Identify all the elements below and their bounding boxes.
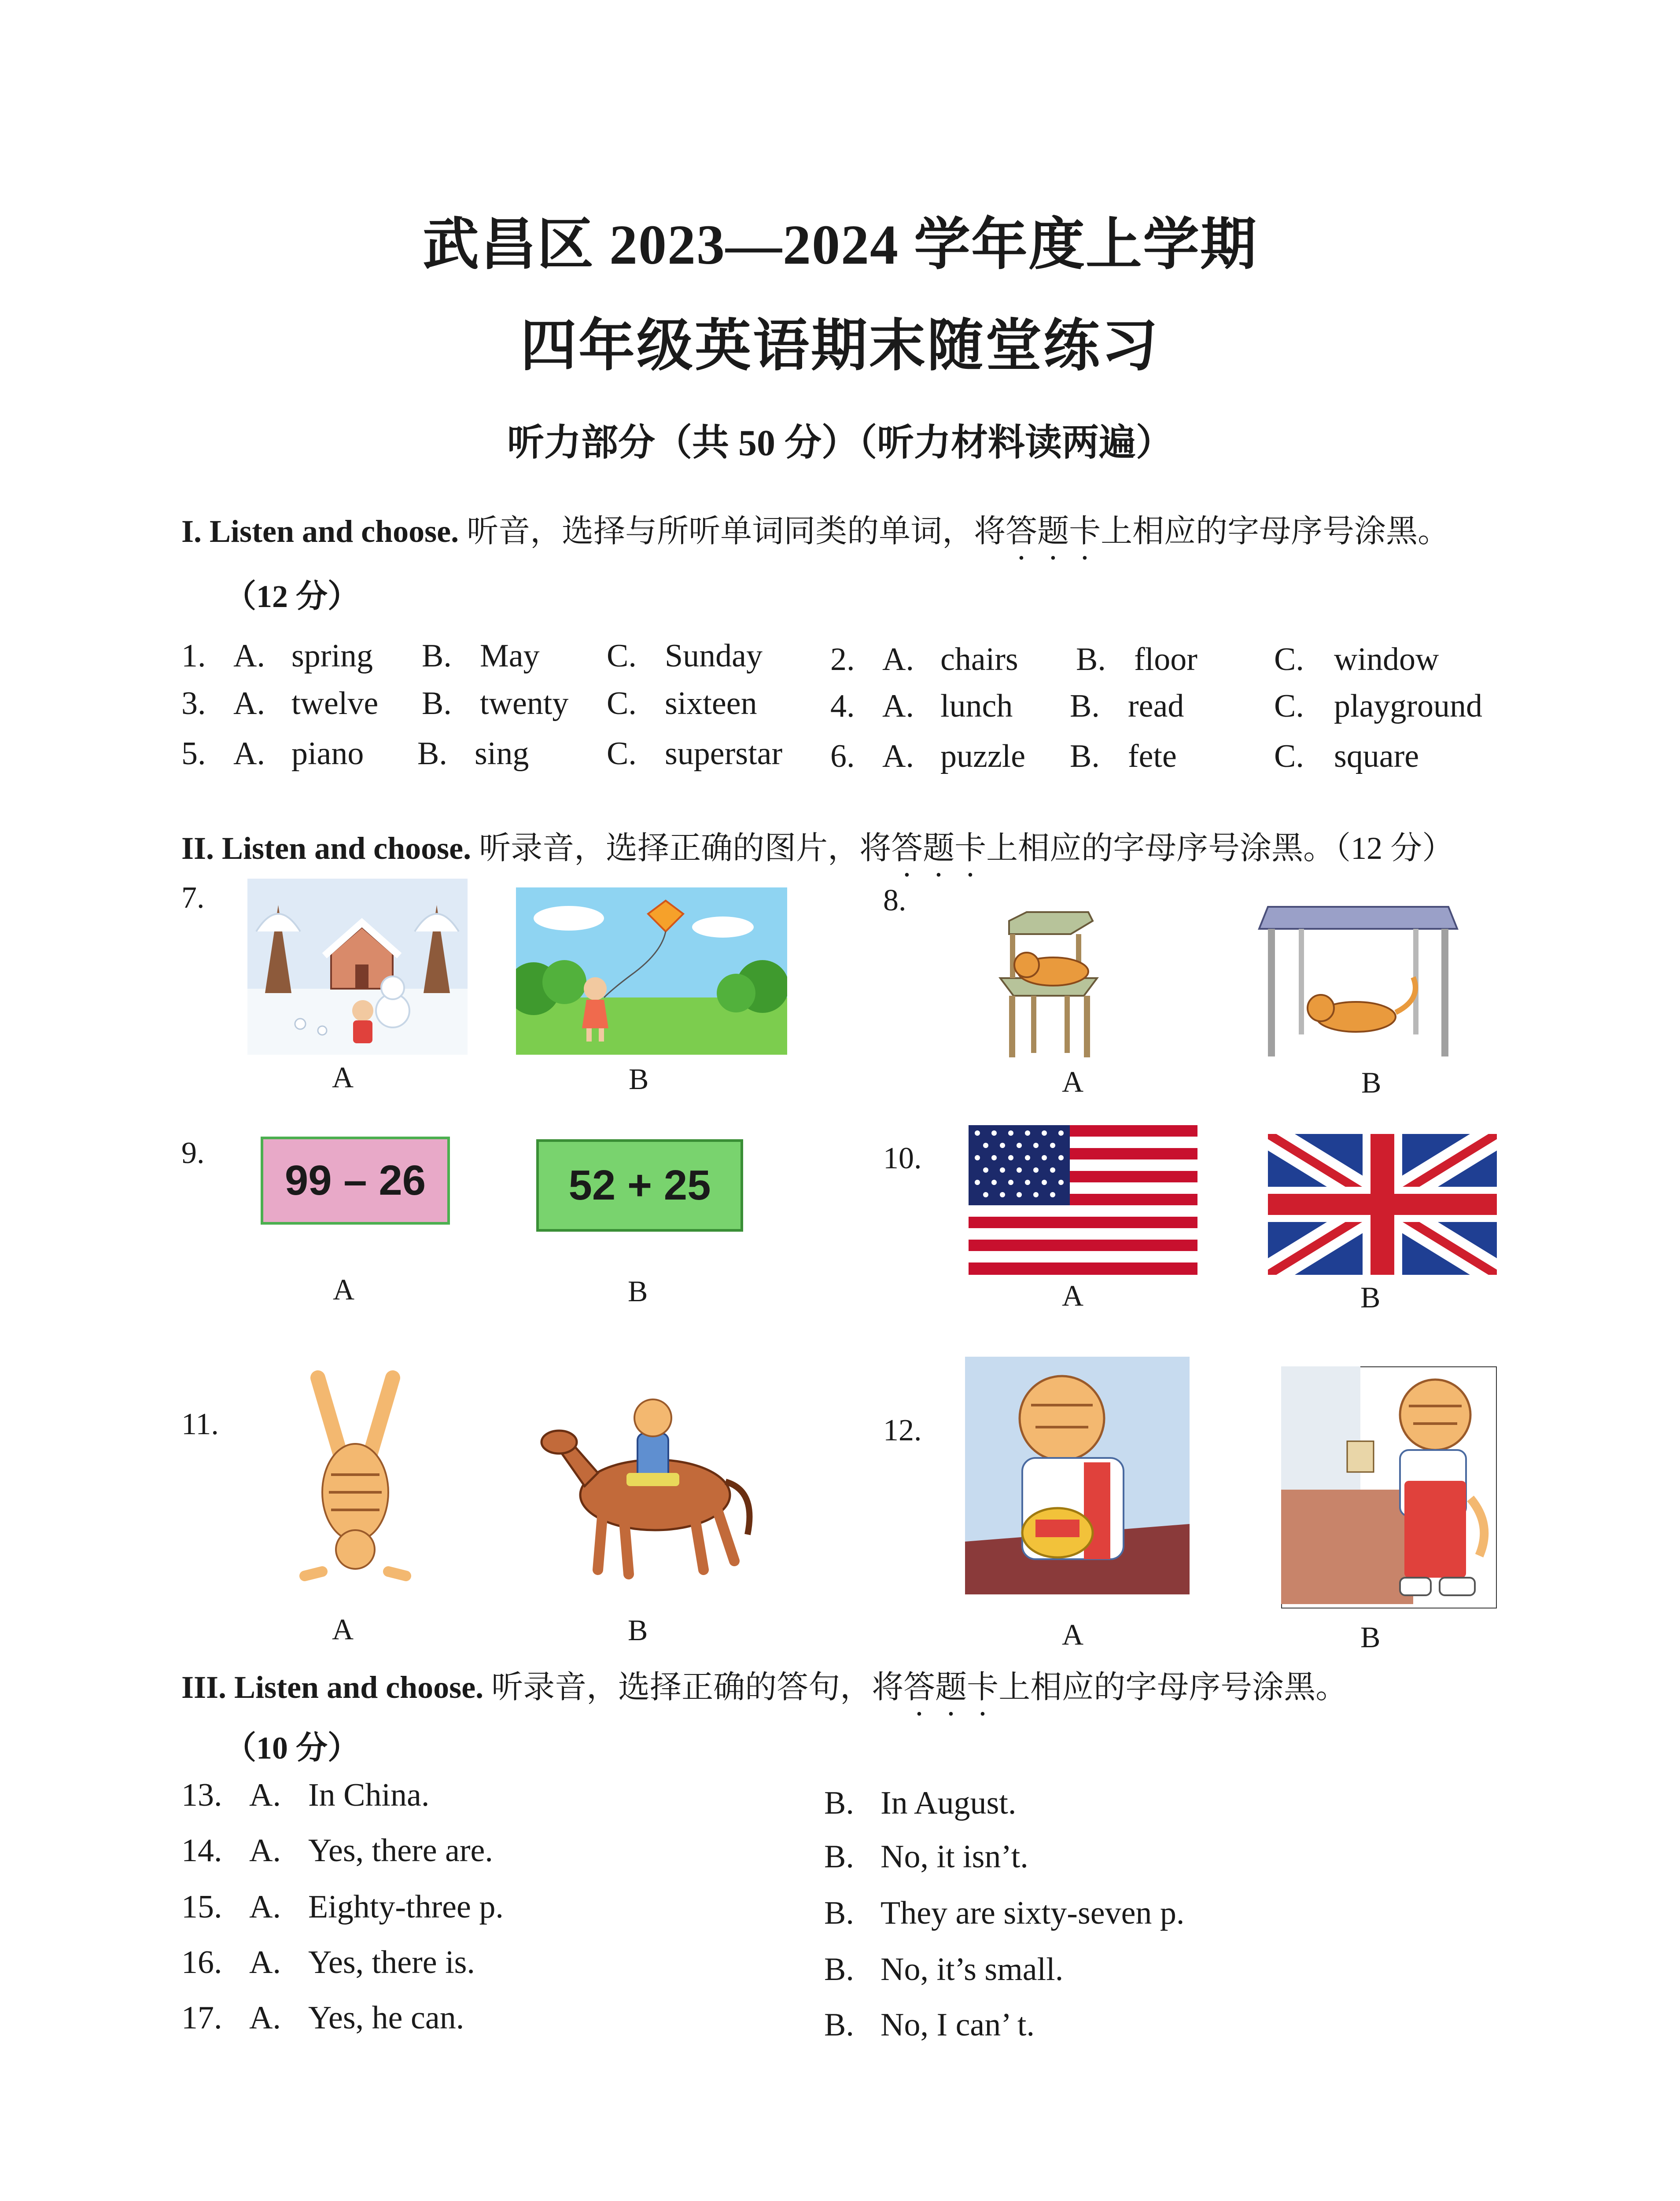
q9-option-b-card — [536, 1139, 743, 1232]
q5-b-text: sing — [475, 736, 529, 772]
q15-b-text: They are sixty-seven p. — [881, 1895, 1185, 1931]
q7-label-a: A — [332, 1060, 354, 1094]
section-2-heading-zh-em: 答题卡 — [891, 831, 987, 866]
q16-a-letter: A. — [249, 1944, 281, 1980]
q7-number: 7. — [181, 881, 205, 915]
q17-b-letter: B. — [824, 2007, 854, 2043]
q9-option-a-card — [261, 1137, 450, 1225]
q14-b-letter: B. — [824, 1839, 854, 1875]
q3-b-letter: B. — [422, 685, 452, 721]
q11-tiger-riding-horse-picture — [536, 1376, 761, 1587]
q9-label-b: B — [628, 1274, 648, 1308]
section-2-heading — [181, 822, 1454, 883]
q4-c-text: playground — [1334, 688, 1483, 724]
section-2-heading-zh-b: 上相应的字母序号涂黑。（12 分） — [986, 831, 1454, 866]
q16-a-text: Yes, there is. — [308, 1944, 475, 1980]
q12-number: 12. — [883, 1413, 922, 1447]
q17-number: 17. — [181, 2000, 222, 2036]
q17-a-text: Yes, he can. — [308, 2000, 464, 2036]
section-3-points: （10 分） — [225, 1730, 360, 1766]
q15-a-text: Eighty-three p. — [308, 1889, 504, 1925]
q2-number: 2. — [830, 641, 855, 677]
q1-c-letter: C. — [607, 638, 637, 674]
section-3-heading-zh-em: 答题卡 — [903, 1670, 999, 1705]
q3-number: 3. — [181, 685, 206, 721]
q16-b-letter: B. — [824, 1951, 854, 1988]
section-1-heading-zh-a: 听音，选择与所听单词同类的单词，将 — [467, 514, 1006, 549]
q4-a-text: lunch — [940, 688, 1013, 724]
q1-b-letter: B. — [422, 638, 452, 674]
q15-number: 15. — [181, 1889, 222, 1925]
q8-label-b: B — [1361, 1066, 1382, 1099]
q9-option-b-expression: 52 + 25 — [568, 1162, 711, 1209]
q16-b-text: No, it’s small. — [881, 1951, 1064, 1988]
q3-c-letter: C. — [607, 685, 637, 721]
section-1-points: （12 分） — [225, 579, 360, 614]
q13-b-letter: B. — [824, 1785, 854, 1821]
q10-uk-flag-picture — [1268, 1134, 1497, 1275]
q3-a-letter: A. — [233, 685, 265, 721]
q9-number: 9. — [181, 1136, 205, 1170]
q7-winter-snow-picture — [247, 879, 468, 1055]
q14-a-text: Yes, there are. — [308, 1833, 493, 1869]
q12-tiger-with-bag-picture — [965, 1357, 1190, 1594]
q4-b-text: read — [1128, 688, 1184, 724]
title-line-1: 武昌区 2023—2024 学年度上学期 — [422, 213, 1257, 276]
section-2-heading-en: II. Listen and choose. — [181, 831, 472, 866]
q13-number: 13. — [181, 1777, 222, 1813]
q14-b-text: No, it isn’t. — [881, 1839, 1028, 1875]
section-1-heading-en: I. Listen and choose. — [181, 514, 459, 549]
section-3-heading-en: III. Listen and choose. — [181, 1670, 484, 1705]
q10-number: 10. — [883, 1141, 922, 1175]
q10-us-flag-picture — [969, 1125, 1197, 1275]
q8-number: 8. — [883, 883, 906, 917]
q5-c-letter: C. — [607, 736, 637, 772]
q12-label-a: A — [1062, 1618, 1084, 1651]
q5-c-text: superstar — [665, 736, 783, 772]
q2-a-text: chairs — [940, 641, 1018, 677]
q8-label-a: A — [1062, 1065, 1084, 1098]
q9-option-a-expression: 99 – 26 — [284, 1157, 426, 1204]
q3-a-text: twelve — [291, 685, 379, 721]
q13-a-text: In China. — [308, 1777, 430, 1813]
q2-c-letter: C. — [1274, 641, 1304, 677]
q9-label-a: A — [333, 1273, 355, 1306]
q7-kite-park-picture — [516, 887, 787, 1055]
section-3-heading-zh-b: 上相应的字母序号涂黑。 — [998, 1670, 1348, 1705]
q6-b-text: fete — [1128, 738, 1177, 774]
q15-a-letter: A. — [249, 1889, 281, 1925]
q5-a-text: piano — [291, 736, 364, 772]
q3-c-text: sixteen — [665, 685, 757, 721]
q12-tiger-in-shop-picture — [1281, 1366, 1497, 1608]
section-1-heading — [181, 505, 1449, 567]
q5-a-letter: A. — [233, 736, 265, 772]
q6-a-letter: A. — [882, 738, 914, 774]
q10-label-b: B — [1360, 1281, 1381, 1314]
q11-label-b: B — [628, 1613, 648, 1647]
q14-number: 14. — [181, 1833, 222, 1869]
section-3-heading-zh-a: 听录音，选择正确的答句，将 — [491, 1670, 904, 1705]
q6-a-text: puzzle — [940, 738, 1026, 774]
q13-a-letter: A. — [249, 1777, 281, 1813]
q17-a-letter: A. — [249, 2000, 281, 2036]
q6-b-letter: B. — [1070, 738, 1100, 774]
q1-c-text: Sunday — [665, 638, 763, 674]
q4-c-letter: C. — [1274, 688, 1304, 724]
section-3-heading — [181, 1661, 1347, 1723]
q4-number: 4. — [830, 688, 855, 724]
q11-number: 11. — [181, 1407, 219, 1441]
section-1-heading-zh-b: 上相应的字母序号涂黑。 — [1101, 514, 1450, 549]
q12-label-b: B — [1360, 1620, 1381, 1654]
q2-b-text: floor — [1134, 641, 1197, 677]
q1-b-text: May — [480, 638, 540, 674]
q15-b-letter: B. — [824, 1895, 854, 1931]
q1-a-text: spring — [291, 638, 373, 674]
q8-cat-under-table-picture — [1255, 898, 1462, 1061]
q7-label-b: B — [629, 1062, 649, 1096]
q13-b-text: In August. — [881, 1785, 1017, 1821]
title-line-2: 四年级英语期末随堂练习 — [520, 315, 1160, 377]
q3-b-text: twenty — [480, 685, 569, 721]
section-2-heading-zh-a: 听录音，选择正确的图片，将 — [479, 831, 892, 866]
q11-tiger-handstand-picture — [252, 1365, 459, 1585]
q2-c-text: window — [1334, 641, 1439, 677]
q4-b-letter: B. — [1070, 688, 1100, 724]
q17-b-text: No, I can’ t. — [881, 2007, 1035, 2043]
q16-number: 16. — [181, 1944, 222, 1980]
q11-label-a: A — [332, 1612, 354, 1646]
q2-b-letter: B. — [1076, 641, 1106, 677]
q4-a-letter: A. — [882, 688, 914, 724]
q14-a-letter: A. — [249, 1833, 281, 1869]
q6-number: 6. — [830, 738, 855, 774]
q8-cat-on-chair-picture — [961, 894, 1137, 1066]
q1-a-letter: A. — [233, 638, 265, 674]
listening-subtitle: 听力部分（共 50 分）（听力材料读两遍） — [507, 423, 1173, 464]
q6-c-letter: C. — [1274, 738, 1304, 774]
q6-c-text: square — [1334, 738, 1419, 774]
q10-label-a: A — [1062, 1279, 1084, 1312]
q2-a-letter: A. — [882, 641, 914, 677]
q5-number: 5. — [181, 736, 206, 772]
q1-number: 1. — [181, 638, 206, 674]
q5-b-letter: B. — [417, 736, 447, 772]
section-1-heading-zh-em: 答题卡 — [1006, 514, 1101, 549]
